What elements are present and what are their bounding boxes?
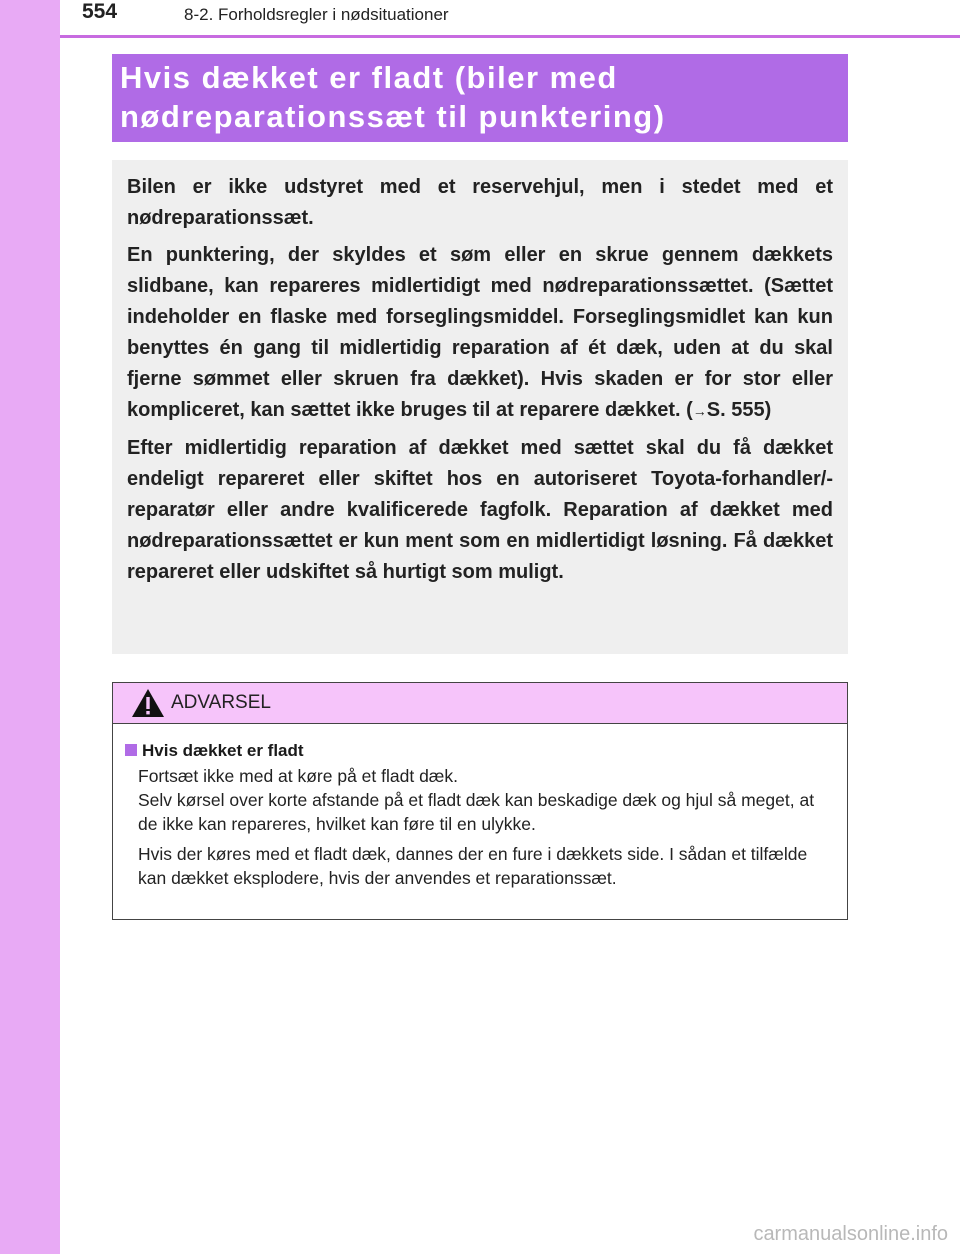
warning-paragraph-1 xyxy=(138,764,833,836)
warning-line-1: Fortsæt ikke med at køre på et fladt dæk. xyxy=(138,766,458,786)
side-band xyxy=(0,0,60,1254)
watermark: carmanualsonline.info xyxy=(753,1223,948,1245)
intro-box xyxy=(112,160,848,654)
warning-body xyxy=(113,724,847,890)
warning-label: ADVARSEL xyxy=(171,692,271,713)
intro-paragraph-2-text: En punktering, der skyldes et søm eller en skrue gennem dækkets slidbane, kan repareres midlertidigt med nødreparationssættet. (Sættet indeholder en flaske med forseglingsmiddel. Forseglingsmidlet kan kun benyttes én gang til midlertidig reparation af ét dæk, uden at du skal fjerne sømmet eller skruen fra dækket). Hvis skaden er for stor eller kompliceret, kan sættet ikke bruges til at reparere dækket. ( xyxy=(127,244,833,421)
page-number: 554 xyxy=(82,0,118,23)
header-divider xyxy=(60,35,960,38)
intro-paragraph-2 xyxy=(127,240,833,427)
section-title-line2: nødreparationssæt til punktering) xyxy=(120,99,666,134)
warning-paragraph-2: Hvis der køres med et fladt dæk, dannes der en fure i dækkets side. I sådan et tilfælde kan dækket eksplodere, hvis der anvendes et reparationssæt. xyxy=(138,844,808,888)
warning-header xyxy=(113,683,847,724)
arrow-right-icon: → xyxy=(692,403,707,419)
warning-heading xyxy=(125,740,833,762)
warning-triangle-icon xyxy=(131,688,165,718)
section-title xyxy=(112,54,848,142)
section-title-line1: Hvis dækket er fladt (biler med xyxy=(120,60,618,95)
page-header xyxy=(60,0,960,36)
intro-paragraph-3: Efter midlertidig reparation af dækket med sættet skal du få dækket endeligt repareret eller skiftet hos en autoriseret Toyota-forhandler/-reparatør eller andre kvalificerede fagfolk. Reparation af dækket med nødreparationssættet er kun ment som en midlertidigt løsning. Få dækket repareret eller udskiftet så hurtigt som muligt. xyxy=(127,437,833,583)
warning-heading-text: Hvis dækket er fladt xyxy=(142,741,304,760)
chapter-title: 8-2. Forholdsregler i nødsituationer xyxy=(184,5,449,24)
page-reference-link[interactable]: S. 555) xyxy=(706,399,772,421)
warning-box xyxy=(112,682,848,920)
intro-paragraph-1: Bilen er ikke udstyret med et reservehjul, men i stedet med et nødreparationssæt. xyxy=(127,176,833,229)
square-bullet-icon xyxy=(125,744,137,756)
warning-line-2: Selv kørsel over korte afstande på et fladt dæk kan beskadige dæk og hjul så meget, at de ikke kan repareres, hvilket kan føre til en ulykke. xyxy=(138,790,815,834)
